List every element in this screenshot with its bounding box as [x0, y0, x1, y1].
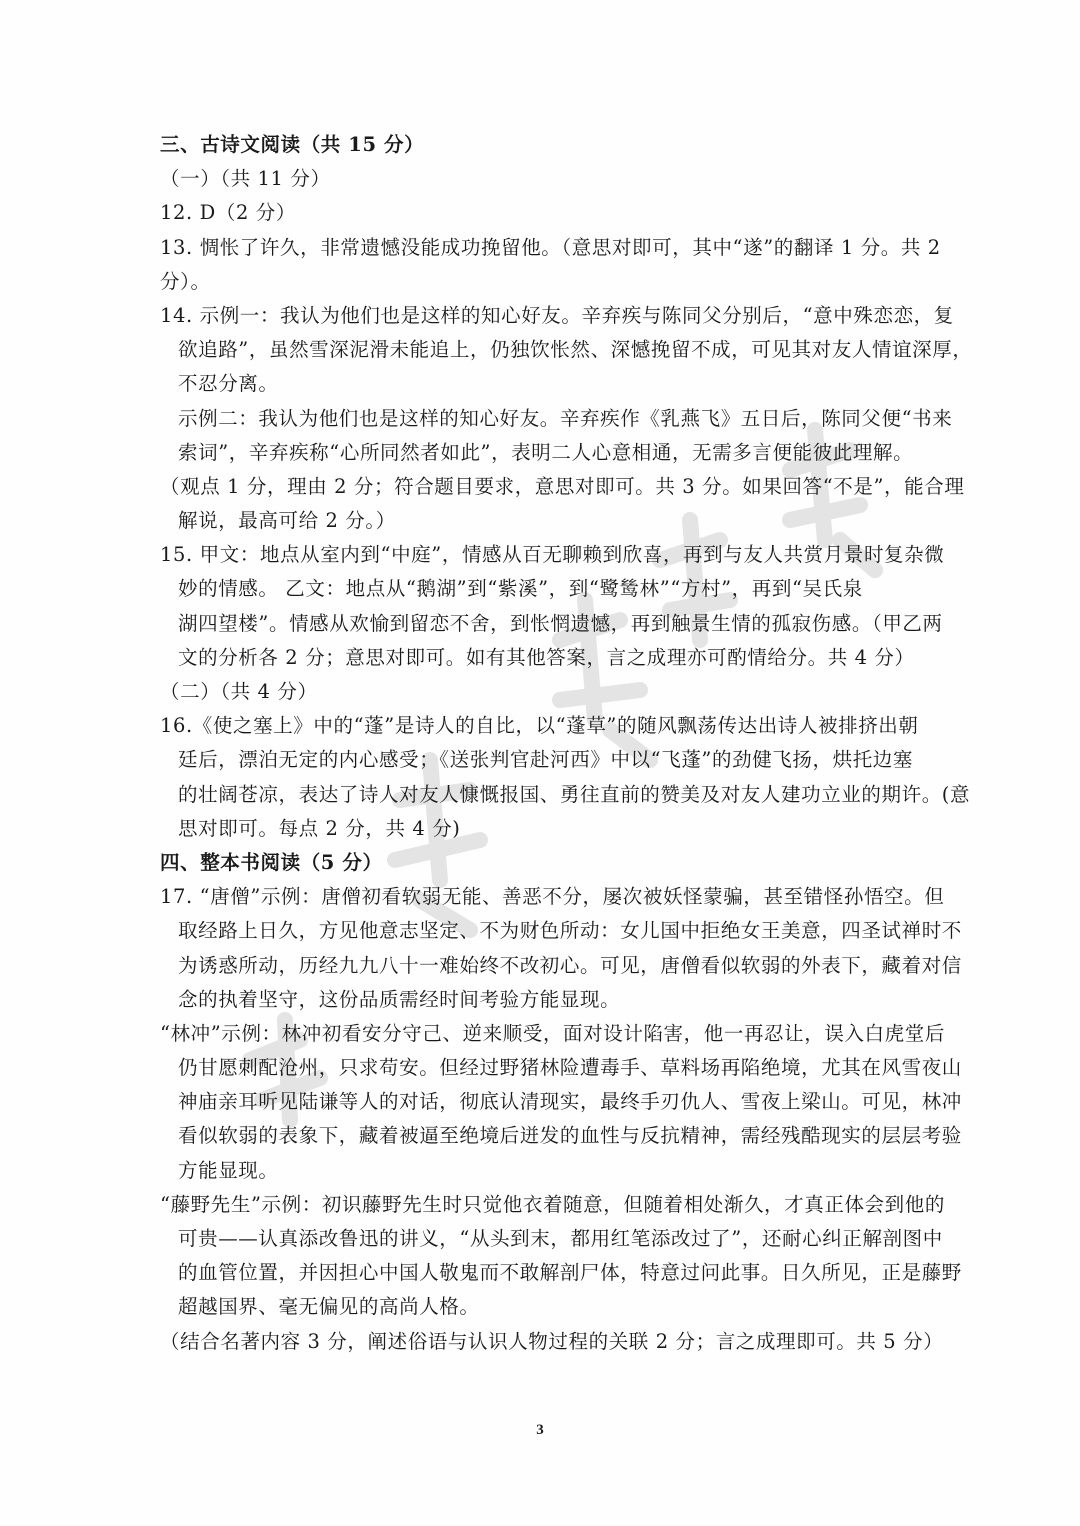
- text-line: （结合名著内容 3 分，阐述俗语与认识人物过程的关联 2 分；言之成理即可。共 5 分）: [160, 1329, 944, 1353]
- text-line: 索词”，辛弃疾称“心所同然者如此”，表明二人心意相通，无需多言便能彼此理解。: [178, 440, 914, 464]
- text-line: 为诱惑所动，历经九九八十一难始终不改初心。可见，唐僧看似软弱的外表下，藏着对信: [178, 953, 962, 977]
- text-line: 可贵——认真添改鲁迅的讲义，“从头到末，都用红笔添改过了”，还耐心纠正解剖图中: [178, 1227, 943, 1250]
- text-line: 看似软弱的表象下，藏着被逼至绝境后迸发的血性与反抗精神，需经残酷现实的层层考验: [178, 1124, 962, 1148]
- text-line: 仍甘愿刺配沧州，只求苟安。但经过野猪林险遭毒手、草料场再陷绝境，尤其在风雪夜山: [178, 1056, 962, 1080]
- text-line: 分）。: [160, 269, 211, 293]
- text-line: 文的分析各 2 分；意思对即可。如有其他答案，言之成理亦可酌情给分。共 4 分）: [178, 645, 915, 669]
- text-line: 示例二：我认为他们也是这样的知心好友。辛弃疾作《乳燕飞》五日后，陈同父便“书来: [178, 406, 953, 430]
- text-line: 神庙亲耳听见陆谦等人的对话，彻底认清现实，最终手刃仇人、雪夜上梁山。可见，林冲: [178, 1090, 962, 1114]
- section-heading: 三、古诗文阅读（共 15 分）: [160, 133, 425, 156]
- text-line: 廷后，漂泊无定的内心感受；《送张判官赴河西》中以“飞蓬”的劲健飞扬，烘托边塞: [178, 748, 913, 772]
- text-line: 14. 示例一：我认为他们也是这样的知心好友。辛弃疾与陈同父分别后，“意中殊恋恋，复: [160, 303, 954, 327]
- text-line: 方能显现。: [178, 1158, 279, 1182]
- text-line: 的壮阔苍凉，表达了诗人对友人慷慨报国、勇往直前的赞美及对友人建功立业的期许。(意: [178, 782, 971, 806]
- text-line: （观点 1 分，理由 2 分；符合题目要求，意思对即可。共 3 分。如果回答“不是”，能合理: [160, 474, 965, 498]
- text-line: 欲追路”，虽然雪深泥滑未能追上，仍独饮怅然、深憾挽留不成，可见其对友人情谊深厚，: [178, 338, 973, 362]
- text-line: 的血管位置，并因担心中国人敬鬼而不敢解剖尸体，特意过问此事。日久所见，正是藤野: [178, 1261, 962, 1285]
- page-number: 3: [536, 1422, 544, 1438]
- text-line: 17. “唐僧”示例：唐僧初看软弱无能、善恶不分，屡次被妖怪蒙骗，甚至错怪孙悟空。但: [160, 885, 945, 909]
- text-line: “林冲”示例：林冲初看安分守己、逆来顺受，面对设计陷害，他一再忍让，误入白虎堂后: [160, 1021, 945, 1045]
- text-line: 不忍分离。: [178, 372, 279, 396]
- text-line: 念的执着坚守，这份品质需经时间考验方能显现。: [178, 987, 621, 1011]
- text-line: 思对即可。每点 2 分，共 4 分): [178, 816, 461, 840]
- text-line: 16.《使之塞上》中的“蓬”是诗人的自比，以“蓬草”的随风飘荡传达出诗人被排挤出朝: [160, 714, 919, 738]
- text-line: 12. D（2 分）: [160, 201, 296, 225]
- text-line: 超越国界、毫无偏见的高尚人格。: [178, 1295, 480, 1319]
- text-line: 妙的情感。 乙文：地点从“鹅湖”到“紫溪”，到“鹭鸶林”“方村”，再到“吴氏泉: [178, 577, 863, 601]
- text-line: （一）（共 11 分）: [160, 167, 331, 191]
- text-line: 湖四望楼”。情感从欢愉到留恋不舍，到怅惘遗憾，再到触景生情的孤寂伤感。（甲乙两: [178, 611, 943, 635]
- answer-key-text: [160, 128, 973, 1359]
- text-line: 取经路上日久，方见他意志坚定、不为财色所动：女儿国中拒绝女王美意，四圣试禅时不: [178, 919, 962, 943]
- text-line: 13. 惆怅了许久，非常遗憾没能成功挽留他。（意思对即可，其中“遂”的翻译 1 分。共 2: [160, 235, 941, 259]
- section-heading: 四、整本书阅读（5 分）: [160, 850, 383, 874]
- text-line: 15. 甲文：地点从室内到“中庭”，情感从百无聊赖到欣喜，再到与友人共赏月景时复杂微: [160, 543, 945, 567]
- text-line: “藤野先生”示例：初识藤野先生时只觉他衣着随意，但随着相处渐久，才真正体会到他的: [160, 1192, 945, 1216]
- text-line: （二）（共 4 分）: [160, 680, 318, 703]
- text-line: 解说，最高可给 2 分。）: [178, 509, 396, 533]
